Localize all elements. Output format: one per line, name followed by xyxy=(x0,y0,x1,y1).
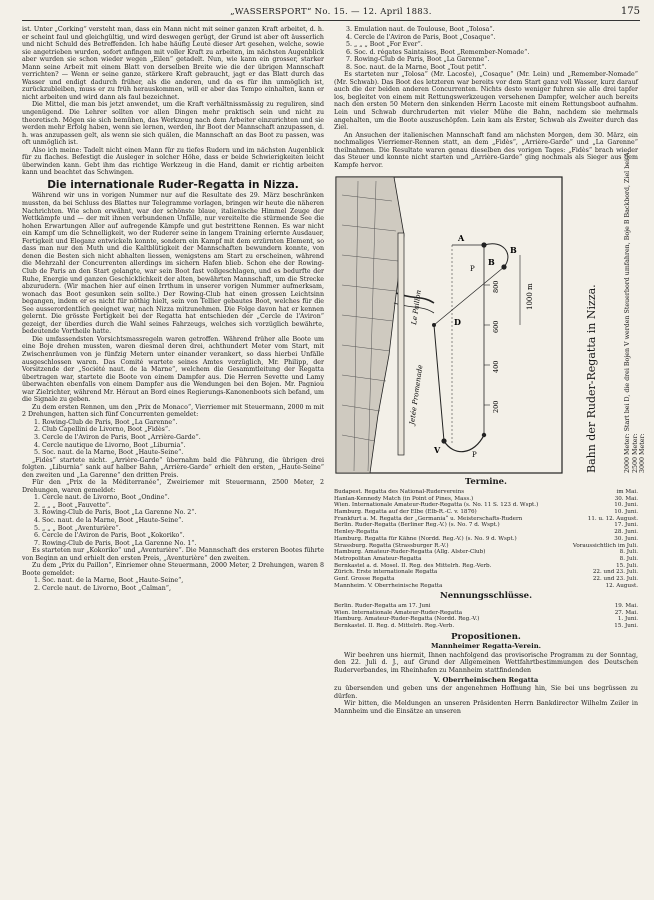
body-paragraph: An Ansuchen der italienischen Mannschaft fand am nächsten Morgen, dem 30. März, ein nochmaliges Vierriemer-Rennen statt, an dem „Fidès“, „Arrière-Garde“ und „La Garenne“ theilnahmen. Die Resultate waren genau dieselben des vorigen Tages: „Fidès“ brach wieder das Steuer und konnte nicht starten und „Arrière-Garde“ ging nochmals als Sieger aus dem Kampfe hervor. xyxy=(334,131,638,169)
date-cell: 8. Juli. xyxy=(619,549,638,556)
date-cell: 10. Juni. xyxy=(614,502,638,509)
list-item: 6. Cercle de l'Aviron de Paris, Boot „Kokoriko“. xyxy=(42,532,324,540)
subsection-title: V. Oberrheinischen Regatta xyxy=(433,675,539,684)
map-label-p: P xyxy=(470,265,475,274)
body-paragraph: Wir bitten, die Meldungen an unseren Präsidenten Herrn Bankdirector Wilhelm Zeiler in Mannheim und die Einsätze an unseren xyxy=(334,700,638,715)
list-item: 5. „ „ „ Boot „For Ever“. xyxy=(354,41,638,49)
map-caption xyxy=(566,150,646,475)
list-item: 4. Cercle de l'Aviron de Paris, Boot „Cosaque“. xyxy=(354,34,638,42)
body-paragraph: Wir beehren uns hiermit, Ihnen nachfolgend das provisorische Programm zu der Sonntag, den 22. Juli d. J., auf Grund der Allgemeinen Wettfahrtbestimmungen des Deutschen Ruderverbandes, im Rheinhafen zu Mannheim stattfindenden xyxy=(334,651,638,675)
list-item: 3. Rowing-Club de Paris, Boot „La Garenne No. 2“. xyxy=(42,509,324,517)
date-cell: 28. Juni. xyxy=(614,529,638,536)
map-caption-legend xyxy=(624,150,654,474)
page-number: 175 xyxy=(620,6,640,17)
table-row xyxy=(334,569,638,576)
race-entry-list xyxy=(338,26,638,71)
table-row xyxy=(334,576,638,583)
event-cell: Bernkastel. II. Reg. d. Mittelrh. Reg.-Verb. xyxy=(334,623,455,630)
left-column xyxy=(22,26,324,896)
event-cell: Hanlan-Kennedy Match (in Point of Pines, Mass.) xyxy=(334,495,474,502)
map-label-paillon: Le Paillon xyxy=(410,289,423,326)
running-title: „WASSERSPORT“ No. 15. — 12. April 1883. xyxy=(230,7,432,17)
distance-3000: 3000 Meter: xyxy=(639,433,646,474)
course-map-labels xyxy=(334,175,566,475)
body-paragraph: Es starteten nur „Tolosa“ (Mr. Lacoste), „Cosaque“ (Mr. Lein) und „Remember-Nomade“ (Mr. Schwab). Das Boot des letzteren war bereits vor dem Start ganz voll Wasser, kurz darauf auch die der beiden anderen Concurrenten. Nichts desto weniger fuhren sie alle drei tapfer los, begleitet von einem mit Rettungswerkzeugen versehenen Dampfer, welcher auch bereits nach den ersten 50 Metern den sinkenden Herrn Lacoste mit einem Rettungsboot aufnahm. Lein und Schwab durchruderten mit vieler Mühe die Bahn, nachdem sie mehrmals angehalten, um die Boote auszuschöpfen. Lein kam als Erster, Schwab als Zweiter durch das Ziel. xyxy=(334,71,638,132)
body-paragraph: Es starteten nur „Kokoriko“ und „Aventurière“. Die Mannschaft des ersteren Bootes führte von Beginn an und erhielt den ersten Preis, „Aventurière“ den zweiten. xyxy=(22,547,324,562)
date-cell: 15. Juni. xyxy=(614,623,638,630)
section-title: Termine. xyxy=(464,477,507,488)
body-paragraph: ist. Unter „Corking“ versteht man, dass ein Mann nicht mit seiner ganzen Kraft arbeitet, d. h. er scheint faul und gleichgültig, und wird deswegen gerügt, der Grund ist aber oft äusserlich und nicht Schuld des Betreffenden. Ich habe häufig Leute dieser Art gesehen, welche, sowie sie angetrieben wurden, sofort anfingen mit voller Kraft zu arbeiten, im nächsten Augenblick aber wurden sie schon wieder wegen „Eilen“ getadelt. Nun, wie kann ein grosser, starker Mann seine Arbeit mit einem Blatt von derselben Breite wie die der übrigen Mannschaft verrichten? — Wenn er seine ganze, stärkere Kraft gebraucht, jagt er das Blatt durch das Wasser und endigt dadurch früher, als die anderen, und da es für ihn unmöglich ist, zurückzubleiben, muss er zu früh herauskommen, will er aber das Tempo einhalten, kann er nicht arbeiten und wird dann als faul bezeichnet. xyxy=(22,26,324,101)
list-item: 7. Rowing-Club de Paris, Boot „La Garenne“. xyxy=(354,56,638,64)
body-paragraph: Zu dem ersten Rennen, um den „Prix de Monaco“, Vierriemer mit Steuermann, 2000 m mit 2 Drehungen, hatten sich fünf Concurrenten gemeldet: xyxy=(22,403,324,419)
date-cell: 17. Juni. xyxy=(614,522,638,529)
section-title: Nennungsschlüsse. xyxy=(439,591,533,602)
page-header xyxy=(22,6,640,21)
list-item: 2. Cercle naut. de Livorno, Boot „Caïman“, xyxy=(42,585,324,593)
event-cell: Metropolitan Amateur-Regatta xyxy=(334,555,422,562)
list-item: 3. Emulation naut. de Toulouse, Boot „Tolosa“. xyxy=(354,26,638,34)
map-label-promenade: Jetée Promenade xyxy=(408,364,425,426)
date-cell: 1. Juni. xyxy=(617,616,638,623)
table-row xyxy=(334,536,638,543)
list-item: 5. „ „ „ Boot „Aventurière“. xyxy=(42,525,324,533)
event-cell: Hamburg. Regatta für Kähne (Nordd. Reg.-V.) (s. No. 9 d. Wspt.) xyxy=(334,535,517,542)
list-item: 5. Soc. naut. de la Marne, Boot „Haute-Seine“. xyxy=(42,449,324,457)
date-cell: 8. Juli. xyxy=(619,555,638,562)
map-label-d: D xyxy=(454,317,461,328)
event-cell: Hamburg. Regatta auf der Elbe (Elb-R.-C. v. 1876) xyxy=(334,509,477,516)
list-item: 2. Club Capellini de Livorno, Boot „Fidès“. xyxy=(42,426,324,434)
list-item: 1. Soc. naut. de la Marne, Boot „Haute-Seine“, xyxy=(42,577,324,585)
list-item: 2. „ „ „ Boot „Fauvette“. xyxy=(42,502,324,510)
list-item: 1. Cercle naut. de Livorno, Boot „Ondine“. xyxy=(42,494,324,502)
event-cell: Genf. Grosse Regatta xyxy=(334,576,395,583)
body-paragraph: Also ich meine: Tadelt nicht einen Mann für zu tiefes Rudern und im nächsten Augenblick für zu flaches. Befestigt die Ausleger in solcher Höhe, dass er beide Schwierigkeiten leicht überwinden kann. Gebt ihm das richtige Werkzeug in die Hand, damit er richtig arbeiten kann und beachtet das Schwingen. xyxy=(22,146,324,177)
distance-2500: 2500 Meter: xyxy=(631,433,639,474)
event-cell: Henley-Regatta xyxy=(334,529,379,536)
event-cell: Hamburg. Amateur-Ruder-Regatta (Allg. Alster-Club) xyxy=(334,549,486,556)
article-title: Die internationale Ruder-Regatta in Nizza. xyxy=(47,178,299,191)
termine-table xyxy=(334,489,638,590)
list-item: 4. Soc. naut. de la Marne, Boot „Haute-Seine“. xyxy=(42,517,324,525)
map-label-b: B xyxy=(488,257,495,268)
map-label-800: 800 xyxy=(492,280,500,294)
race-entry-list xyxy=(26,577,324,592)
map-label-200: 200 xyxy=(492,400,500,414)
date-cell: 19. Mai. xyxy=(614,603,638,610)
list-item: 3. Cercle de l'Aviron de Paris, Boot „Arrière-Garde“. xyxy=(42,434,324,442)
event-cell: Berlin. Ruder-Regatta am 17. Juni xyxy=(334,603,431,610)
date-cell: 12. August. xyxy=(605,582,638,589)
event-cell: Mannheim. V. Oberrheinische Regatta xyxy=(334,582,443,589)
date-cell: Voraussichtlich im Juli. xyxy=(572,542,638,549)
body-paragraph: Die Mittel, die man bis jetzt anwendet, um die Kraft verhältnissmässig zu reguliren, sind ungenügend. Die Lehrer sollten vor allen Dingen mehr praktisch sein und nicht zu theoretisch. Mögen sie sich bemühen, das Werkzeug nach dem Arbeiter einzurichten und sie werden mehr Erfolg haben, wenn sie lernen, werden, ihr Boot der Mannschaft anzupassen, d. h. was anzupassen gelt, als wenn sie sich quälen, die Mannschaft an das Boot zu passen, was oft unmöglich ist. xyxy=(22,101,324,147)
table-row xyxy=(334,603,638,610)
list-item: 1. Rowing-Club de Paris, Boot „La Garenne“. xyxy=(42,419,324,427)
subsection-title: Mannheimer Regatta-Verein. xyxy=(430,642,542,651)
table-row xyxy=(334,616,638,623)
table-row xyxy=(334,529,638,536)
table-row xyxy=(334,522,638,529)
table-row xyxy=(334,583,638,590)
event-cell: Bernkastel a. d. Mosel. II. Reg. des Mittelrh. Reg.-Verb. xyxy=(334,562,492,569)
distance-2000: 2000 Meter: xyxy=(624,433,631,474)
date-cell: im Mai. xyxy=(616,488,638,495)
race-entry-list xyxy=(26,494,324,547)
table-row xyxy=(334,556,638,563)
map-label-v: V xyxy=(434,445,441,456)
map-label-600: 600 xyxy=(492,320,500,334)
event-cell: Berlin. Ruder-Regatta (Berliner Reg.-V.) (s. No. 7 d. Wspt.) xyxy=(334,522,500,529)
body-paragraph: Während wir uns in vorigen Nummer nur auf die Resultate des 29. März beschränken mussten, da bei Schluss des Blattes nur Telegramme vorlagen, bringen wir heute die näheren Nachrichten. Wie schon erwähnt, war der schönste blaue, italienische Himmel Zeuge der Wettkämpfe und — der mit ihnen verbundenen Unfälle, nur vereitelte die stürmende See die hohen Erwartungen Aller auf aufregende Kämpfe und gut bestrittene Rennen. Es war nicht ein Kampf um die Schnelligkeit, wo der Ruderer seine in langem Training erlernte Ausdauer, Fertigkeit und Eleganz entwickeln konnte, sondern ein Kampf mit dem erzürnten Element, so dass man nur den Muth und die Kaltblütigkeit der Mannschaften bewundern konnte, von denen die Besten sich nicht abhalten liessen, wenigstens am Start zu erscheinen, während die Mehrzahl der Concurrenten allerdings im sichern Hafen blieb. Schon ehe der Rowing-Club de Paris an den Start gelangte, war sein Boot fast vollgeschlagen, und es bedurfte der Ruhe, Energie und ganzen Geschicklichkeit der alten, bewährten Mannschaft, um die Strecke abzurudern. (Wir machen hier auf einen Irrthum in unserer vorigen Nummer aufmerksam, wonach das Boot gesunken sein sollte.) Der Rowing-Club hat einen grossen Leichtsinn begangen, indem er es nicht für nöthig hielt, sein von Tellier gebautes Boot, welches für die See ausserordentlich geeignet war, nach Nizza mitzunehmen. Die Folge davon hat er kennen gelernt. Die grösste Fertigkeit bei der Regatta hat entschieden der „Cercle de l'Aviron“ gezeigt, der überdies durch die Wahl seines Fahrzeugs, welches sich vorzüglich bewährte, bedeutende Vortheile hatte. xyxy=(22,192,324,336)
event-cell: Zürich. Erste internationale Regatta xyxy=(334,569,438,576)
date-cell: 30. Juni. xyxy=(614,535,638,542)
date-cell: 15. Juli. xyxy=(616,562,638,569)
body-paragraph: Zu dem „Prix du Paillon“, Einriemer ohne Steuermann, 2000 Meter, 2 Drehungen, waren 8 Boote gemeldet: xyxy=(22,562,324,577)
map-label-400: 400 xyxy=(492,360,500,374)
list-item: 4. Cercle nautique de Livorno, Boot „Liburnia“. xyxy=(42,442,324,450)
right-column xyxy=(334,26,646,896)
section-title: Propositionen. xyxy=(451,631,521,642)
event-cell: Wien. Internationale Amateur-Ruder-Regatta (s. No. 11 S. 123 d. Wspt.) xyxy=(334,502,539,509)
map-label-b: B xyxy=(510,245,517,256)
date-cell: 11. u. 12. August. xyxy=(587,515,638,522)
date-cell: 22. und 23. Juli. xyxy=(592,576,638,583)
table-row xyxy=(334,623,638,630)
table-row xyxy=(334,549,638,556)
list-item: 8. Soc. naut. de la Marne, Boot „Tout petit“. xyxy=(354,64,638,72)
date-cell: 10. Juni. xyxy=(614,509,638,516)
table-row xyxy=(334,509,638,516)
map-legend-text: Start bei D, die drei Bojen V werden Steuerbord umfahren, Boje B Backbord, Ziel bei A. xyxy=(624,150,631,432)
event-cell: Wien. Internationale Amateur-Ruder-Regatta xyxy=(334,609,463,616)
date-cell: 30. Mai. xyxy=(614,495,638,502)
event-cell: Frankfurt a. M. Regatta der „Germania“ u. Meisterschafts-Rudern xyxy=(334,515,523,522)
event-cell: Strassburg. Regatta (Strassburger R.-V.) xyxy=(334,542,449,549)
event-cell: Hamburg. Amateur-Ruder-Regatta (Nordd. Reg.-V.) xyxy=(334,616,480,623)
date-cell: 22. und 23. Juli. xyxy=(592,569,638,576)
body-paragraph: zu übersenden und geben uns der angenehmen Hoffnung hin, Sie bei uns begrüssen zu dürfen. xyxy=(334,685,638,700)
map-label-p: P xyxy=(472,451,477,460)
race-entry-list xyxy=(26,419,324,457)
map-label-a: A xyxy=(458,233,465,244)
body-paragraph: Für den „Prix de la Méditerranée“, Zweiriemer mit Steuermann, 2500 Meter, 2 Drehungen, waren gemeldet: xyxy=(22,479,324,494)
event-cell: Budapest. Regatta des National-Rudervereins xyxy=(334,488,465,495)
body-paragraph: „Fidès“ startete nicht. „Arrière-Garde“ übernahm bald die Führung, die übrigen drei folgten. „Liburnia“ sank auf halber Bahn, „Arrière-Garde“ erhielt den ersten, „Haute-Seine“ den zweiten und „La Garenne“ den dritten Preis. xyxy=(22,456,324,479)
table-row xyxy=(334,489,638,496)
map-label-1000m: 1000 m xyxy=(526,283,534,311)
date-cell: 27. Mai. xyxy=(614,609,638,616)
table-row xyxy=(334,563,638,570)
list-item: 6. Soc. d. régates Saintaises, Boot „Remember-Nomade“. xyxy=(354,49,638,57)
map-caption-title: Bahn der Ruder-Regatta in Nizza. xyxy=(585,284,598,474)
body-paragraph: Die umfassendsten Vorsichtsmassregeln waren getroffen. Während früher alle Boote um eine Boje drehen mussten, waren diesmal deren drei, achthundert Meter vom Start, mit Zwischenräumen von je fünfzig Metern unter einander verankert, so dass hierbei Unfälle ausgeschlossen waren. Das Comité wartete seines Amtes vorzüglich, Mr. Philipp, der Vorsitzende der „Société naut. de la Marne“, welchem die Gesammtleitung der Regatta übertragen war, startete die Boote von einem Dampfer aus. Die Herren Sevette und Lamy überwachten ebenfalls von einem Dampfer aus die Wendungen bei den Bojen. Mr. Pagniou war Zielrichter, während Mr. Héraut an Bord eines Regierungs-Kanonenboots sich befand, um die Signale zu geben. xyxy=(22,335,324,404)
nennung-table xyxy=(334,603,638,630)
list-item: 7. Rowing-Club de Paris, Boot „La Garenne No. 1“. xyxy=(42,540,324,548)
